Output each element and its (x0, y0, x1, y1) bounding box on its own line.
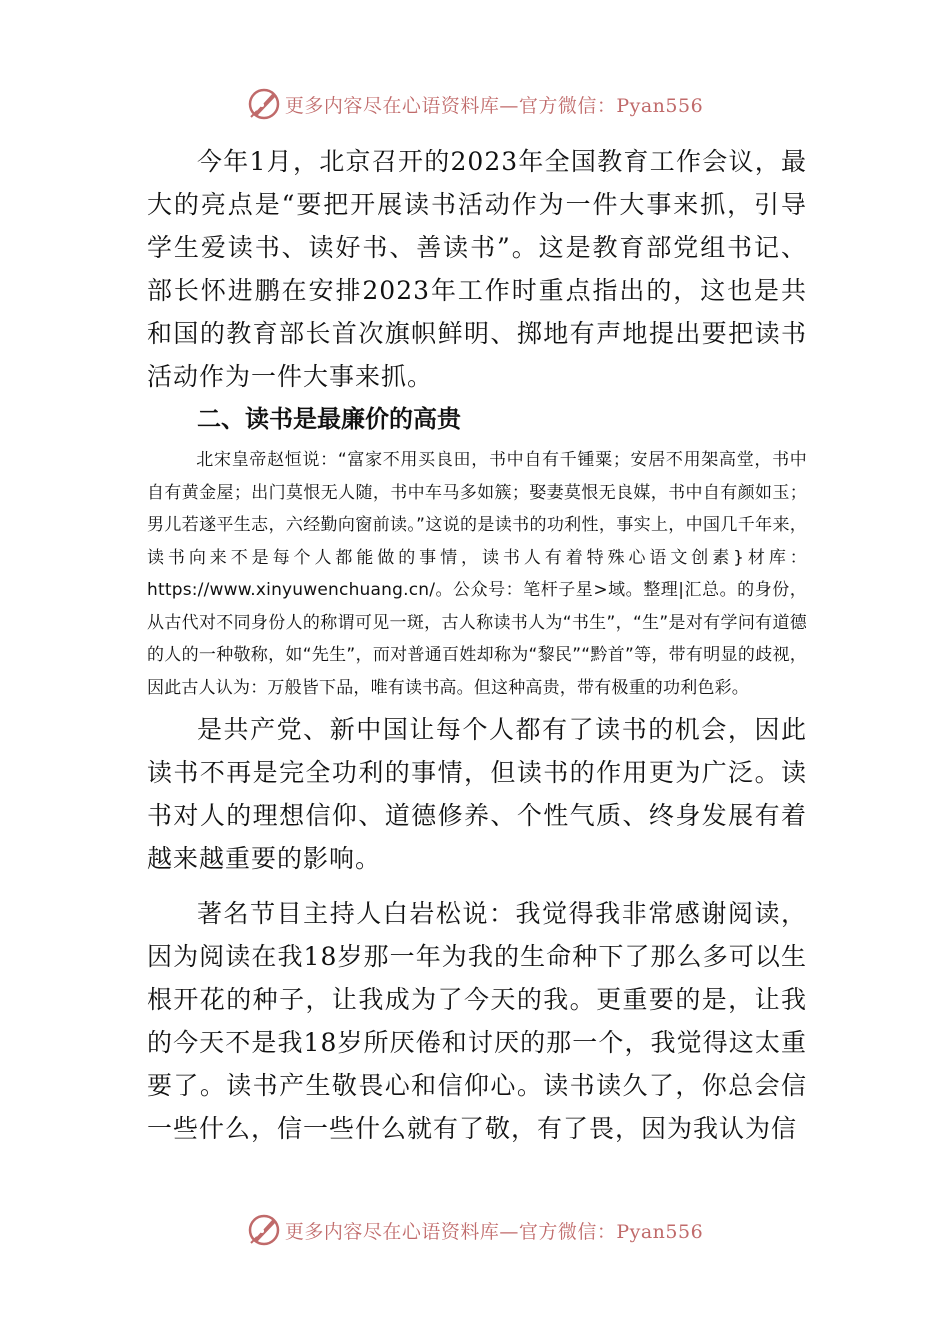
watermark-text: 更多内容尽在心语资料库—官方微信：Pyan556 (284, 1220, 704, 1243)
watermark-text: 更多内容尽在心语资料库—官方微信：Pyan556 (284, 94, 704, 117)
paragraph-reading-opportunity: 是共产党、新中国让每个人都有了读书的机会，因此读书不再是完全功利的事情，但读书的作用更为广泛。读书对人的理想信仰、道德修养、个性气质、终身发展有着越来越重要的影响。 (147, 715, 807, 873)
paragraph-bai-yansong-quote: 著名节目主持人白岩松说：我觉得我非常感谢阅读，因为阅读在我18岁那一年为我的生命种下了那么多可以生根开花的种子，让我成为了今天的我。更重要的是，让我的今天不是我18岁所厌倦和讨厌的那一个，我觉得这太重要了。读书产生敬畏心和信仰心。读书读久了，你总会信一些什么，信一些什么就有了敬，有了畏，因为我认为信 (147, 899, 807, 1143)
paragraph-education-conference: 今年1月，北京召开的2023年全国教育工作会议，最大的亮点是“要把开展读书活动作为一件大事来抓，引导学生爱读书、读好书、善读书”。这是教育部党组书记、部长怀进鹏在安排2023年工作时重点指出的，这也是共和国的教育部长首次旗帜鲜明、掷地有声地提出要把读书活动作为一件大事来抓。 (147, 147, 807, 391)
section-heading: 二、读书是最廉价的高贵 (197, 405, 461, 433)
footer-watermark (0, 1210, 950, 1250)
quill-pen-logo-icon (247, 87, 281, 121)
header-watermark (0, 84, 950, 124)
document-body (147, 140, 807, 1150)
quill-pen-logo-icon (247, 1213, 281, 1247)
paragraph-zhao-heng-quote: 北宋皇帝赵恒说：“富家不用买良田，书中自有千锺粟；安居不用架高堂，书中自有黄金屋；出门莫恨无人随，书中车马多如簇；娶妻莫恨无良媒，书中自有颜如玉；男儿若遂平生志，六经勤向窗前读。”这说的是读书的功利性，事实上，中国几千年来，读书向来不是每个人都能做的事情，读书人有着特殊心语文创素}材库：https://www.xinyuwenchuang.cn/。公众号：笔杆子星>域。整理|汇总。的身份，从古代对不同身份人的称谓可见一斑，古人称读书人为“书生”，“生”是对有学问有道德的人的一种敬称，如“先生”，而对普通百姓却称为“黎民”“黔首”等，带有明显的歧视，因此古人认为：万般皆下品，唯有读书高。但这种高贵，带有极重的功利色彩。 (147, 450, 807, 698)
